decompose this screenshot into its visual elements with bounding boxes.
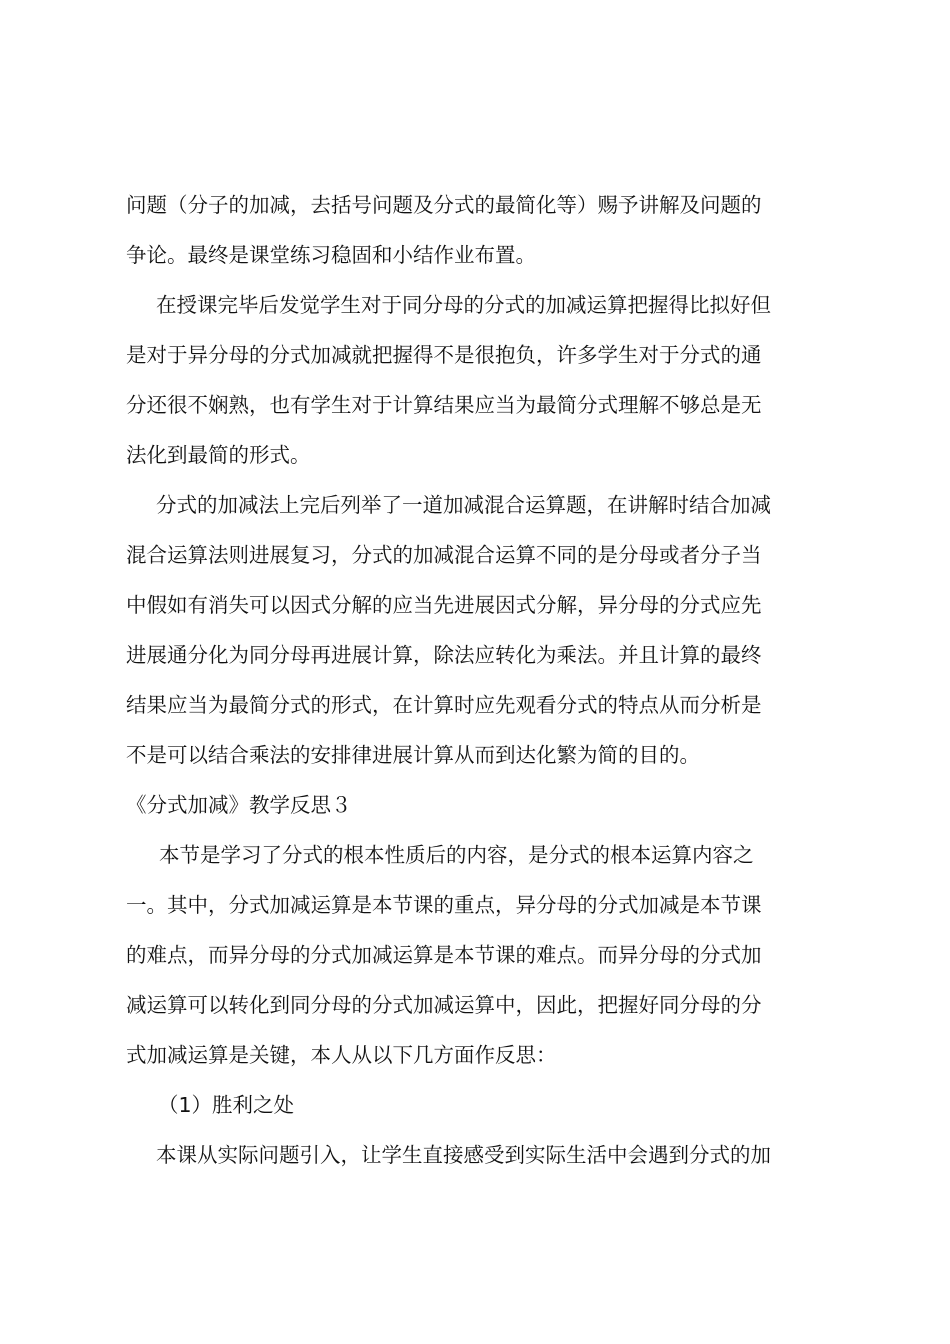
text-line: 不是可以结合乘法的安排律进展计算从而到达化繁为简的目的。 bbox=[126, 743, 700, 767]
paragraph-start-line: 本课从实际问题引入，让学生直接感受到实际生活中会遇到分式的加 bbox=[156, 1143, 771, 1167]
text-line: 进展通分化为同分母再进展计算，除法应转化为乘法。并且计算的最终 bbox=[126, 643, 762, 667]
text-line: 减运算可以转化到同分母的分式加减运算中，因此，把握好同分母的分 bbox=[126, 993, 762, 1017]
text-line: 一。其中，分式加减运算是本节课的重点，异分母的分式加减是本节课 bbox=[126, 893, 762, 917]
text-line: 争论。最终是课堂练习稳固和小结作业布置。 bbox=[126, 243, 536, 267]
text-line: 式加减运算是关键，本人从以下几方面作反思： bbox=[126, 1043, 557, 1067]
section-heading: 《分式加减》教学反思３ bbox=[126, 793, 352, 817]
text-line: 的难点，而异分母的分式加减运算是本节课的难点。而异分母的分式加 bbox=[126, 943, 762, 967]
text-line: 中假如有消失可以因式分解的应当先进展因式分解，异分母的分式应先 bbox=[126, 593, 762, 617]
paragraph-start-line: 分式的加减法上完后列举了一道加减混合运算题，在讲解时结合加减 bbox=[156, 493, 771, 517]
paragraph-start-line: 在授课完毕后发觉学生对于同分母的分式的加减运算把握得比拟好但 bbox=[156, 293, 771, 317]
text-line: 是对于异分母的分式加减就把握得不是很抱负，许多学生对于分式的通 bbox=[126, 343, 762, 367]
paragraph-start-line: 本节是学习了分式的根本性质后的内容，是分式的根本运算内容之 bbox=[159, 843, 754, 867]
text-line: 混合运算法则进展复习，分式的加减混合运算不同的是分母或者分子当 bbox=[126, 543, 762, 567]
text-line: 结果应当为最简分式的形式，在计算时应先观看分式的特点从而分析是 bbox=[126, 693, 762, 717]
subheading: （1）胜利之处 bbox=[158, 1093, 295, 1117]
text-line: 分还很不娴熟，也有学生对于计算结果应当为最简分式理解不够总是无 bbox=[126, 393, 762, 417]
text-line: 问题（分子的加减，去括号问题及分式的最简化等）赐予讲解及问题的 bbox=[126, 193, 762, 217]
text-line: 法化到最简的形式。 bbox=[126, 443, 311, 467]
